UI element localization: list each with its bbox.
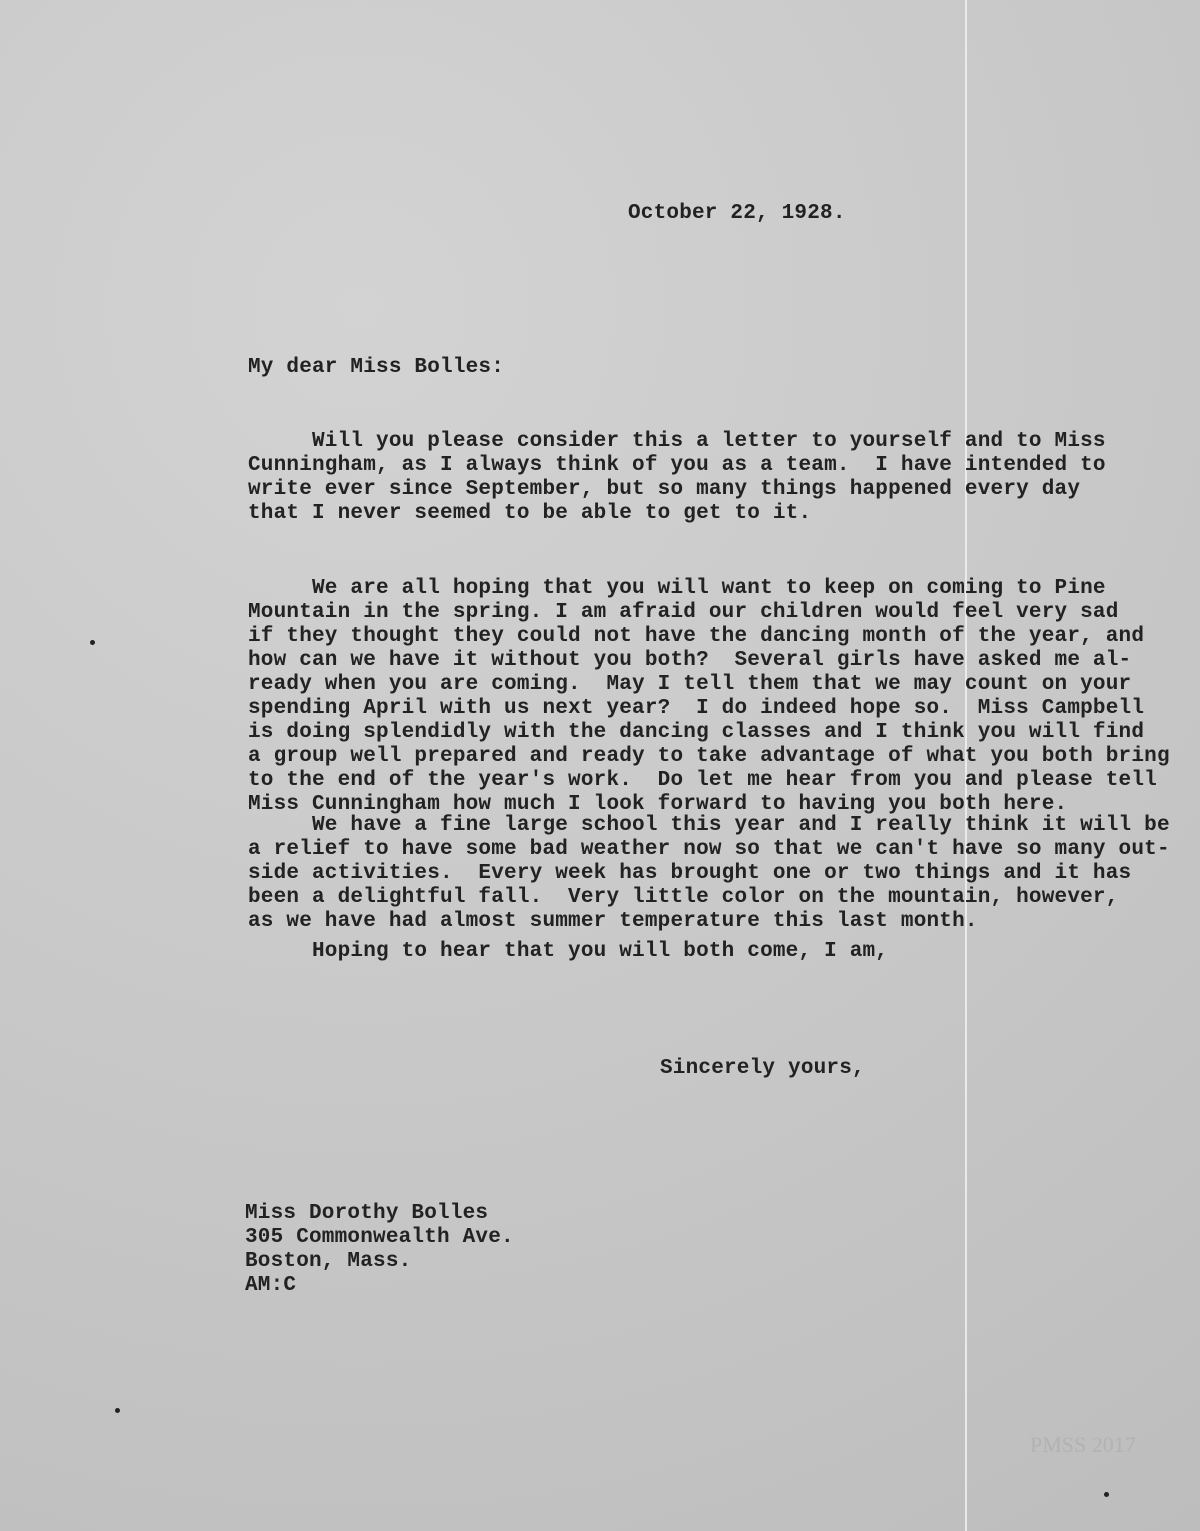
- address-line: Boston, Mass.: [245, 1250, 412, 1273]
- text-line: ready when you are coming. May I tell them that we may count on your: [248, 673, 1132, 696]
- text-line: as we have had almost summer temperature this last month.: [248, 910, 978, 933]
- archive-watermark: PMSS 2017: [1030, 1432, 1136, 1457]
- text-line: spending April with us next year? I do indeed hope so. Miss Campbell: [248, 697, 1145, 720]
- text-line: a relief to have some bad weather now so that we can't have so many out-: [248, 838, 1170, 861]
- address-line: AM:C: [245, 1274, 297, 1297]
- text-line: write ever since September, but so many things happened every day: [248, 478, 1081, 501]
- text-line: We are all hoping that you will want to keep on coming to Pine: [248, 577, 1106, 600]
- text-line: if they thought they could not have the dancing month of the year, and: [248, 625, 1145, 648]
- text-line: side activities. Every week has brought one or two things and it has: [248, 862, 1132, 885]
- salutation: My dear Miss Bolles:: [248, 356, 505, 379]
- text-line: to the end of the year's work. Do let me hear from you and please tell: [248, 769, 1157, 792]
- text-line: Miss Cunningham how much I look forward to having you both here.: [248, 793, 1068, 816]
- signoff: Sincerely yours,: [660, 1057, 865, 1080]
- text-line: is doing splendidly with the dancing classes and I think you will find: [248, 721, 1145, 744]
- text-line: We have a fine large school this year and I really think it will be: [248, 814, 1170, 837]
- text-line: a group well prepared and ready to take advantage of what you both bring: [248, 745, 1170, 768]
- paper-speck: [1104, 1492, 1109, 1497]
- paragraph-2: [248, 553, 1170, 817]
- text-line: that I never seemed to be able to get to it.: [248, 502, 812, 525]
- text-line: Cunningham, as I always think of you as a team. I have intended to: [248, 454, 1106, 477]
- text-line: Mountain in the spring. I am afraid our children would feel very sad: [248, 601, 1119, 624]
- recipient-address: [245, 1178, 514, 1298]
- text-line: been a delightful fall. Very little color on the mountain, however,: [248, 886, 1119, 909]
- text-line: Will you please consider this a letter to yourself and to Miss: [248, 430, 1106, 453]
- address-line: 305 Commonwealth Ave.: [245, 1226, 514, 1249]
- paragraph-3: [248, 790, 1170, 934]
- paper-speck: [90, 640, 95, 645]
- text-line: how can we have it without you both? Several girls have asked me al-: [248, 649, 1132, 672]
- closing-line: Hoping to hear that you will both come, I am,: [248, 940, 889, 963]
- address-line: Miss Dorothy Bolles: [245, 1202, 489, 1225]
- paper-speck: [115, 1408, 120, 1413]
- paragraph-1: [248, 406, 1106, 526]
- letter-date: October 22, 1928.: [628, 202, 846, 225]
